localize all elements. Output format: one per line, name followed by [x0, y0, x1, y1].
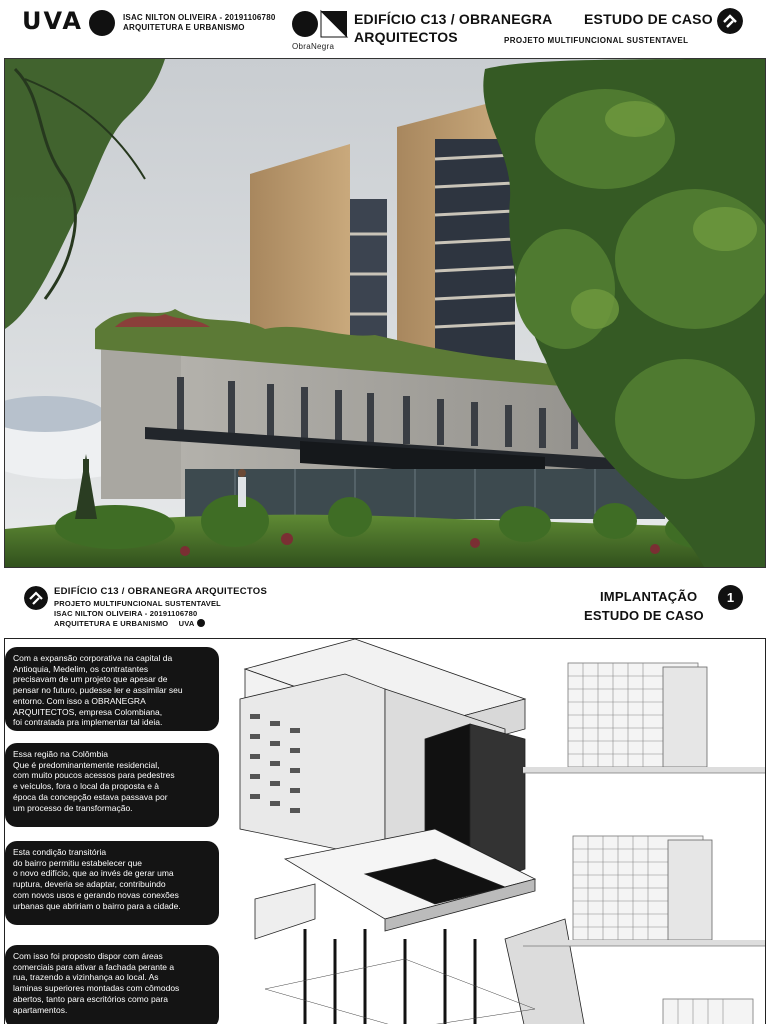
presentation-board	[4, 638, 766, 1024]
sheet-header	[0, 0, 768, 58]
obranegra-logo-text: ObraNegra	[292, 42, 335, 51]
section-number-icon: 1	[718, 585, 743, 610]
elevation-drawing-2	[523, 834, 766, 954]
text-line: Com isso foi proposto dispor com áreas	[13, 951, 163, 961]
text-line: e veículos, fora o local da proposta e à	[13, 781, 160, 792]
text-line: urbanas que abririam o bairro para a cidade.	[13, 900, 181, 911]
sheet2-uva: UVA	[178, 619, 195, 628]
text-box-region	[5, 743, 219, 827]
text-line: precisavam de um projeto que apesar de	[13, 674, 168, 685]
author-name: ISAC NILTON OLIVEIRA - 20191106780	[123, 13, 276, 22]
sheet2-case-study-icon	[24, 586, 48, 610]
text-line: entorno. Com isso a OBRANEGRA	[13, 695, 146, 706]
text-line: abertos, tanto para escritórios como para	[13, 993, 168, 1004]
sheet2-author: ISAC NILTON OLIVEIRA - 20191106780	[54, 609, 198, 618]
project-title-line1: EDIFÍCIO C13 / OBRANEGRA	[354, 11, 553, 27]
sheet2-course: ARQUITETURA E URBANISMO	[54, 619, 169, 628]
sheet2-uva-dot-icon	[197, 619, 205, 627]
sheet2-title: EDIFÍCIO C13 / OBRANEGRA ARQUITECTOS	[54, 586, 268, 597]
text-line: rua, trazendo a vizinhança ao local. As	[13, 972, 159, 983]
text-line: o novo edifício, que ao invés de gerar uma	[13, 868, 174, 879]
case-study-subtitle: PROJETO MULTIFUNCIONAL SUSTENTAVEL	[504, 36, 689, 45]
text-line: Esta condição transitória	[13, 847, 107, 857]
uva-logo: UVA	[22, 7, 84, 35]
case-study-title: ESTUDO DE CASO	[584, 11, 713, 27]
text-line: época da concepção estava passava por	[13, 791, 168, 802]
text-line: ARQUITECTOS, empresa Colombiana,	[13, 706, 163, 717]
text-line: com novos usos e gerando novas conexões	[13, 889, 179, 900]
case-study-icon	[717, 8, 743, 34]
text-line: com muito poucos acessos para pedestres	[13, 770, 175, 781]
building-photo-illustration	[5, 59, 766, 568]
author-block	[123, 13, 276, 33]
elevation-drawing-1	[523, 661, 766, 781]
course-name: ARQUITETURA E URBANISMO	[123, 23, 245, 32]
text-line: apartamentos.	[13, 1004, 68, 1015]
sheet-implantacao	[0, 573, 768, 1024]
text-line: Com a expansão corporativa na capital da	[13, 653, 173, 663]
text-line: comerciais para ativar a fachada perante a	[13, 961, 175, 972]
building-photo	[4, 58, 766, 568]
text-line: um processo de transformação.	[13, 802, 133, 813]
sheet2-course-line	[54, 619, 205, 628]
text-box-proposal	[5, 945, 219, 1024]
text-box-context	[5, 647, 219, 731]
text-box-transition	[5, 841, 219, 925]
text-line: Antioquia, Medelim, os contratantes	[13, 663, 149, 674]
text-line: do bairro permitiu estabelecer que	[13, 857, 142, 868]
text-line: ruptura, deveria se adaptar, contribuindo	[13, 879, 166, 890]
elevation-drawing-3	[523, 994, 766, 1024]
text-line: Essa região na Colômbia	[13, 749, 108, 759]
text-line: Que é predominantemente residencial,	[13, 759, 160, 770]
project-title-line2: ARQUITECTOS	[354, 29, 458, 45]
uva-dot-icon	[89, 10, 115, 36]
text-line: foi contratada pra implementar tal ideia.	[13, 717, 163, 728]
text-line: laminas superiores montadas com cômodos	[13, 983, 180, 994]
text-line: pensar no futuro, pudesse ler e assimilar seu	[13, 685, 183, 696]
sheet2-subtitle: PROJETO MULTIFUNCIONAL SUSTENTAVEL	[54, 599, 221, 608]
section-title: IMPLANTAÇÃO	[600, 589, 698, 604]
section-subtitle: ESTUDO DE CASO	[584, 608, 704, 623]
